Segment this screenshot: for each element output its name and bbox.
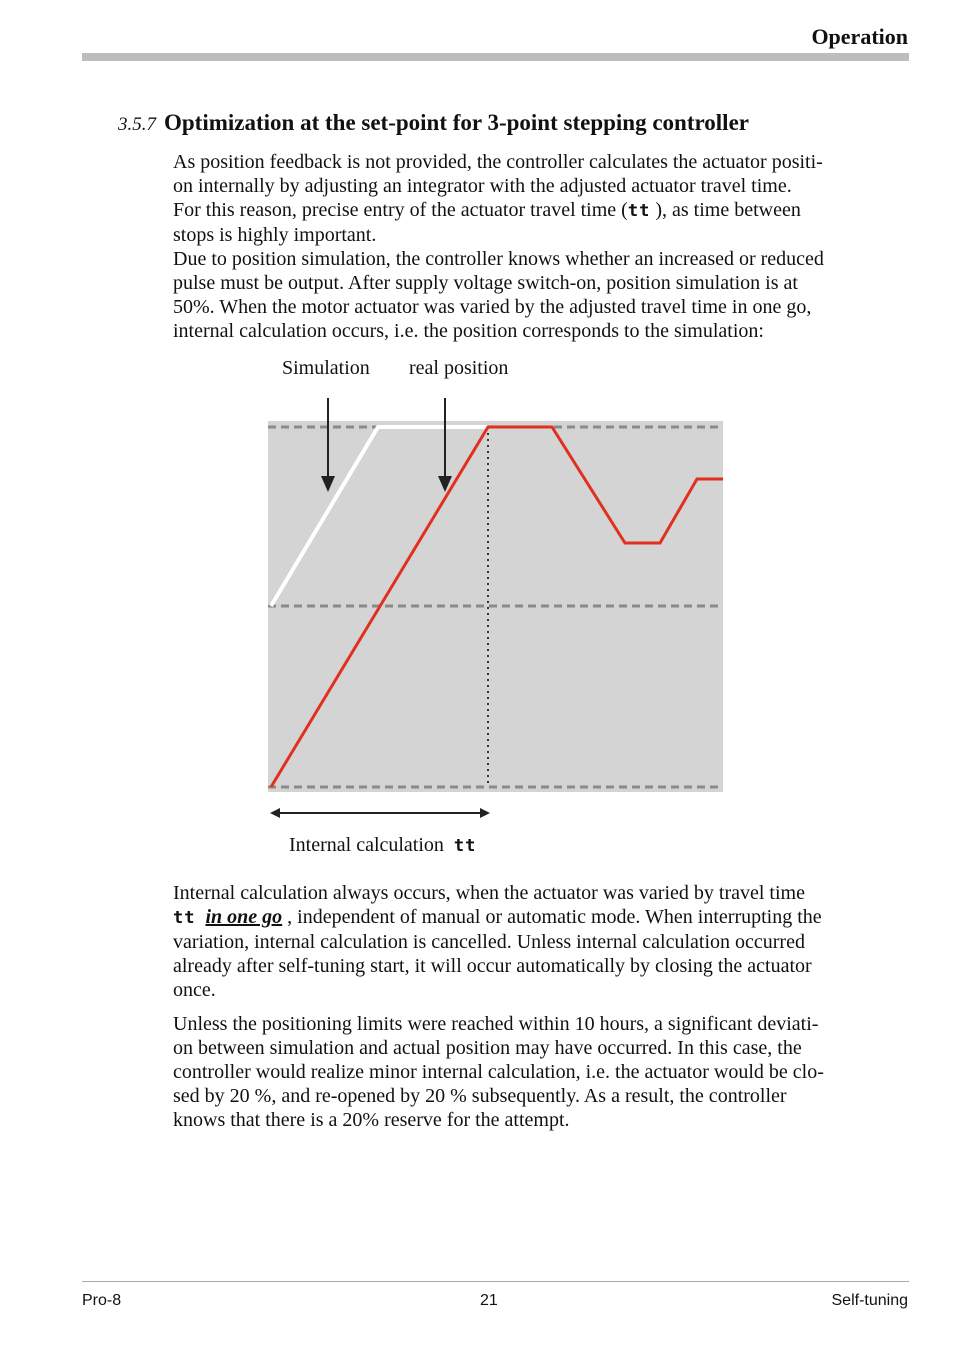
footer-model: Pro-8 bbox=[82, 1292, 122, 1309]
text-segment: ), as time between bbox=[650, 199, 801, 221]
text-line: Internal calculation always occurs, when the actuator was varied by travel time bbox=[173, 882, 805, 904]
text-line: Unless the positioning limits were reached within 10 hours, a significant deviati- bbox=[173, 1013, 819, 1035]
header-title: Operation bbox=[811, 24, 908, 49]
internal-calculation-label bbox=[289, 834, 476, 857]
text-line: on between simulation and actual position may have occurred. In this case, the bbox=[173, 1037, 802, 1059]
travel-time-parameter-code: tt bbox=[627, 201, 651, 221]
text-line: already after self-tuning start, it will occur automatically by closing the actuator bbox=[173, 955, 812, 977]
section-number: 3.5.7 bbox=[118, 114, 156, 135]
text-line: knows that there is a 20% reserve for the attempt. bbox=[173, 1109, 570, 1131]
text-line: variation, internal calculation is cancelled. Unless internal calculation occurred bbox=[173, 931, 805, 953]
span-arrowhead-left bbox=[270, 808, 280, 818]
paragraph-internal-calculation bbox=[173, 881, 913, 1002]
paragraph-positioning-limits bbox=[173, 1012, 913, 1132]
footer-chapter: Self-tuning bbox=[831, 1292, 908, 1309]
internal-calculation-text: Internal calculation bbox=[289, 834, 444, 856]
travel-time-parameter-code: tt bbox=[453, 836, 477, 856]
footer-rule bbox=[82, 1281, 909, 1282]
text-line: As position feedback is not provided, the controller calculates the actuator positi- bbox=[173, 151, 823, 173]
text-line: 50%. When the motor actuator was varied by the adjusted travel time in one go, bbox=[173, 296, 812, 318]
text-segment: , independent of manual or automatic mode. When interrupting the bbox=[282, 906, 822, 928]
text-line bbox=[173, 905, 913, 930]
text-line: controller would realize minor internal calculation, i.e. the actuator would be clo- bbox=[173, 1061, 824, 1083]
text-segment: For this reason, precise entry of the actuator travel time ( bbox=[173, 199, 628, 221]
text-line: internal calculation occurs, i.e. the position corresponds to the simulation: bbox=[173, 320, 764, 342]
text-line: once. bbox=[173, 979, 216, 1001]
simulation-label: Simulation bbox=[282, 357, 370, 379]
text-line: stops is highly important. bbox=[173, 224, 377, 246]
page-number: 21 bbox=[480, 1292, 498, 1309]
travel-time-parameter-code: tt bbox=[173, 908, 196, 928]
text-line: Due to position simulation, the controller knows whether an increased or reduced bbox=[173, 248, 824, 270]
span-arrowhead-right bbox=[480, 808, 490, 818]
emphasis-in-one-go: in one go bbox=[205, 906, 283, 928]
section-title: Optimization at the set-point for 3-point stepping controller bbox=[164, 110, 749, 135]
text-line: sed by 20 %, and re-opened by 20 % subsequently. As a result, the controller bbox=[173, 1085, 787, 1107]
text-line: pulse must be output. After supply voltage switch-on, position simulation is at bbox=[173, 272, 798, 294]
real-position-label: real position bbox=[409, 357, 509, 379]
text-line: on internally by adjusting an integrator with the adjusted actuator travel time. bbox=[173, 175, 792, 197]
